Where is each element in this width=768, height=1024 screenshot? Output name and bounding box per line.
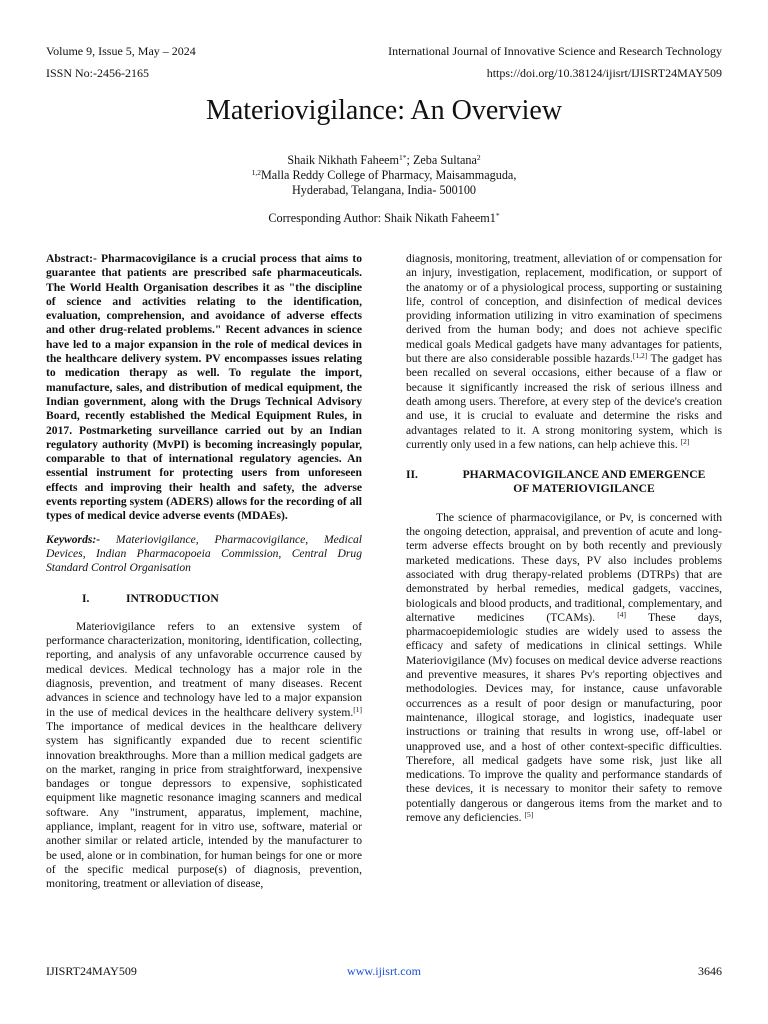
intro-paragraph-continued: diagnosis, monitoring, treatment, alleviation of or compensation for an injury, investigation, replacement, modification, or support of the anatomy or of a physiological process, supporting or sustaining life, control of conception, and disinfection of medical devices providing information utilizing in vitro examination of specimens derived from the human body; and does not achieve specific medical goals Medical gadgets have many advantages for patients, but there are also considerable possible hazards.[1,2] The gadget has been recalled on several occasions, either because of a flaw or because it significantly increased the risk of serious illness and death among users. Therefore, at every step of the device's creation and use, it is crucial to evaluate and determine the risks and advantages related to it. A strong monitoring system, which is currently only used in a few nations, can help achieve this. [2] [406, 252, 722, 451]
doi-link[interactable]: https://doi.org/10.38124/ijisrt/IJISRT24MAY509 [486, 66, 722, 80]
citation-4[interactable]: [4] [617, 609, 626, 619]
author-block [0, 153, 768, 198]
affiliation: $^{1,2}$Malla Reddy College of Pharmacy, Maisammaguda, [251, 168, 517, 182]
issn: ISSN No:-2456-2165 [46, 66, 150, 80]
author-names: Shaik Nikhath Faheem$^{1*}$; Zeba Sultana$^2$ [287, 153, 481, 167]
section-heading-pharmacovigilance: II. PHARMACOVIGILANCE AND EMERGENCE OF MATERIOVIGILANCE [406, 468, 706, 496]
intro-paragraph: Materiovigilance refers to an extensive system of performance characterization, monitoring, identification, collecting, reporting, and analysis of any unfavorable occurrence caused by medical devices. Medical technology has a major role in the diagnosis, prevention, and treatment of many diseases. Recent advances in science and technology have led to a major expansion in the use of medical devices in the healthcare delivery system.[1] The importance of medical devices in the healthcare delivery system has significantly expanded due to recent scientific innovation breakthroughs. More than a million medical gadgets are on the market, ranging in price from straightforward, inexpensive bandages or tongue depressors to expensive, sophisticated equipment like magnetic resonance imaging scanners and medical software. Any "instrument, apparatus, implement, machine, appliance, implant, reagent for in vitro use, software, material or another similar or related article, intended by the manufacturer to be used, alone or in combination, for human beings for one or more of the specific medical purpose(s) of diagnosis, prevention, monitoring, treatment or alleviation of disease, [46, 619, 362, 891]
footer-page-number: 3646 [698, 964, 722, 978]
volume-issue: Volume 9, Issue 5, May – 2024 [46, 44, 196, 58]
right-column [406, 252, 722, 825]
affiliation-address: Hyderabad, Telangana, India- 500100 [291, 183, 477, 197]
citation-5[interactable]: [5] [524, 809, 534, 819]
paper-title: Materiovigilance: An Overview [205, 95, 563, 126]
citation-1[interactable]: [1] [353, 704, 362, 714]
footer-website-link[interactable]: www.ijisrt.com [347, 964, 421, 978]
pharmacovigilance-paragraph: The science of pharmacovigilance, or Pv, is concerned with the ongoing detection, appraisal, and prevention of acute and long-term adverse effects brought on by both recently and previously marketed medications. These days, PV also includes problems associated with drug therapy-related problems (DTRPs) that are demonstrated by herbal remedies, medical gadgets, vaccines, biologicals and blood products, and traditional, complementary, and alternative medicines (TCAMs). [4] These days, pharmacoepidemiologic studies are widely used to assess the efficacy and safety of medications in clinical settings. While Materiovigilance (Mv) focuses on medical device adverse reactions and preventive measures, it shares Pv's reporting objectives and methodologies. Devices may, for instance, cause unfavorable occurrences as a result of poor design or manufacturing, poor maintenance, illogical storage, and logistics, inadequate user instructions or training that results in wrong use, off-label or unapproved use, and a host of other context-specific difficulties. Therefore, all medical gadgets have some risk, just like all medications. To improve the quality and performance standards of these devices, it is necessary to monitor their safety to remove potentially dangerous or dangerous items from the market and to remove any deficiencies. [5] [406, 510, 723, 824]
abstract: Abstract:- Pharmacovigilance is a crucial process that aims to guarantee that patients are prescribed safe pharmaceuticals. The World Health Organisation describes it as "the discipline of science and activities relating to the identification, evaluation, comprehension, and avoidance of adverse effects and other drug-related problems." Recent advances in science have led to a major expansion in the role of medical devices in the healthcare delivery system. PV encompasses issues relating to medication therapy as well. To regulate the import, manufacture, sales, and distribution of medical equipment, the Indian government, along with the Drugs Technical Advisory Board, recently established the Medical Equipment Rules, in 2017. Postmarketing surveillance carried out by an Indian regulatory authority (MvPI) is becoming increasingly popular, comparable to that of international regulatory agencies. An essential instrument for protecting users from unforeseen effects and improving their health and safety, the adverse events reporting system (ADERS) allows for the recording of all types of medical device adverse events (MDAEs). [46, 252, 362, 523]
citation-2[interactable]: [2] [680, 436, 690, 446]
journal-name: International Journal of Innovative Science and Research Technology [388, 44, 722, 58]
footer-article-id: IJISRT24MAY509 [46, 964, 137, 978]
corresponding-author: Corresponding Author: Shaik Nikath Faheem1* [268, 211, 500, 225]
left-column [46, 252, 362, 891]
citation-1-2[interactable]: [1,2] [632, 351, 648, 361]
section-heading-introduction: I. INTRODUCTION [82, 591, 219, 605]
keywords: Keywords:- Materiovigilance, Pharmacovigilance, Medical Devices, Indian Pharmacopoeia Commission, Central Drug Standard Control Organisation [46, 532, 362, 575]
